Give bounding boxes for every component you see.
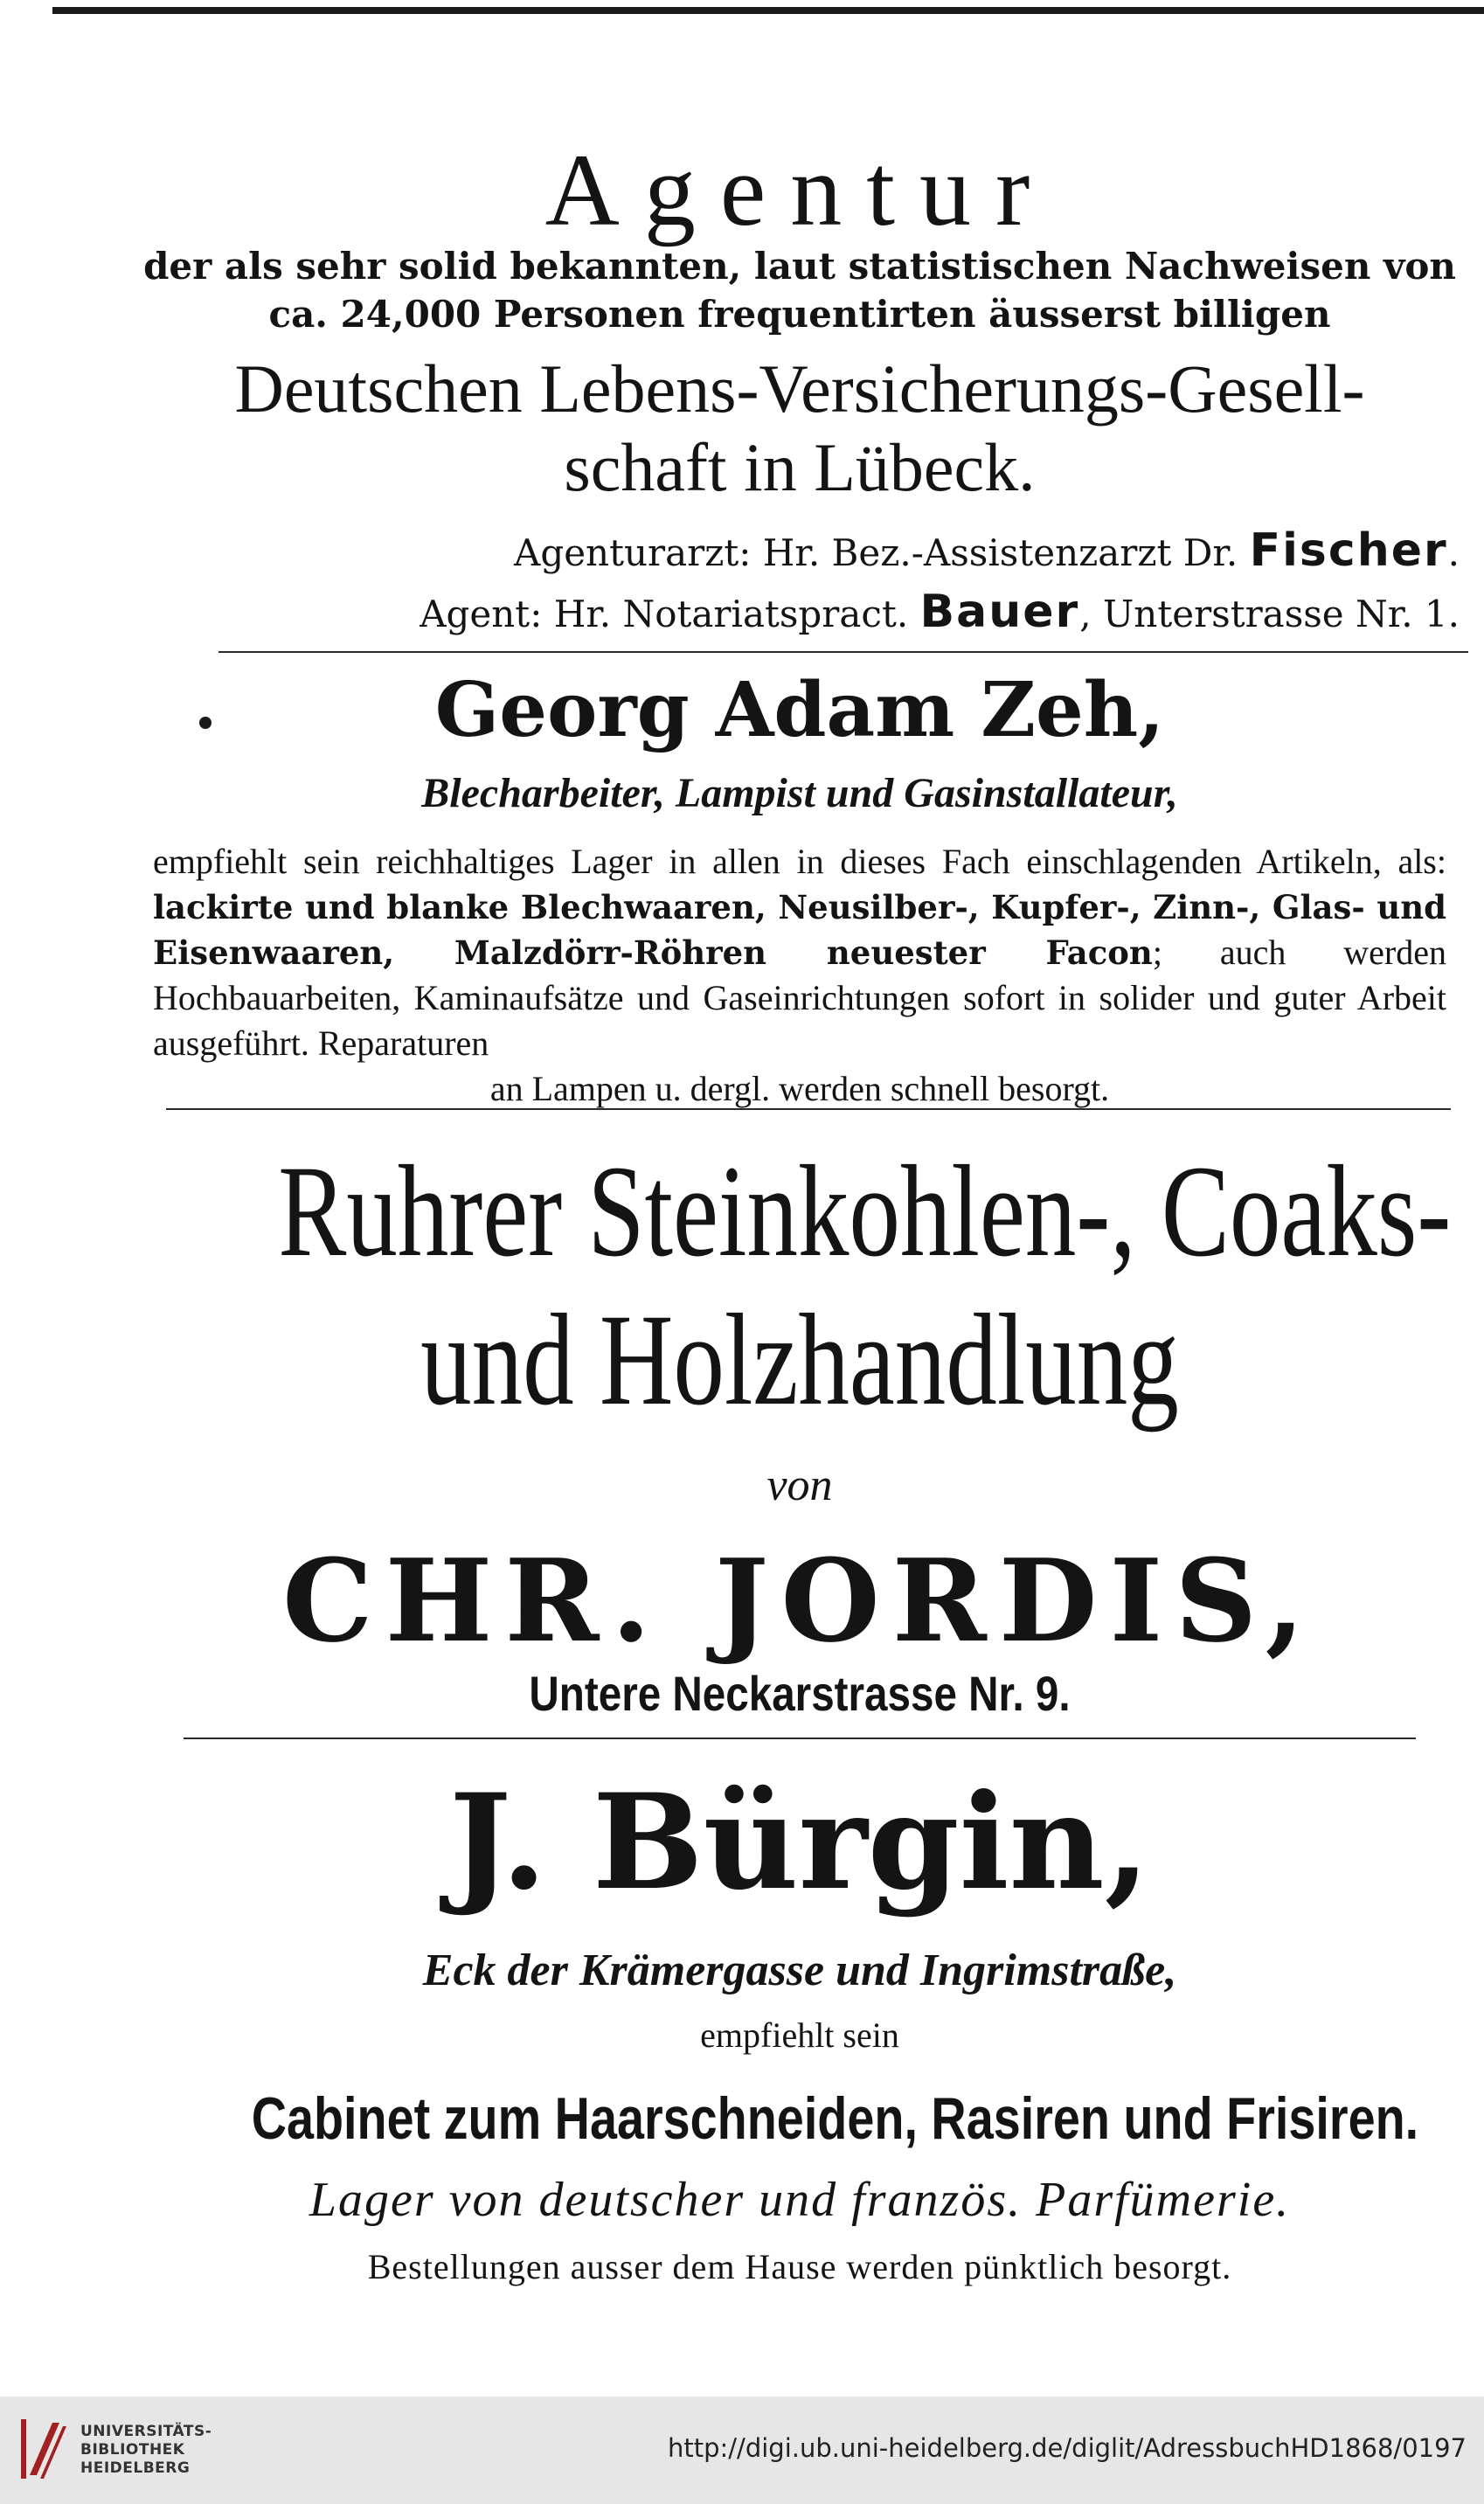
jordis-headline-2: und Holzhandlung	[420, 1287, 1179, 1432]
zeh-bold-goods: lackirte und blanke Blechwaaren, Neusilber-, Kupfer-, Zinn-, Glas- und Eisenwaaren, Malzdörr-Röhren neuester Facon	[153, 888, 1446, 972]
agentur-line-1: der als sehr solid bekannten, laut statistischen Nachweisen von	[143, 245, 1456, 288]
zeh-text-2: ; auch werden Hochbauarbeiten, Kaminaufsätze und Gaseinrichtungen sofort in solider und guter Arbeit ausgeführt. Reparaturen	[153, 933, 1446, 1063]
jordis-name: CHR. JORDIS,	[282, 1534, 1317, 1668]
agenturarzt-suffix: .	[1447, 531, 1460, 574]
company-name-line-2: schaft in Lübeck.	[564, 429, 1036, 505]
divider-1	[218, 651, 1468, 653]
logo-line-1: UNIVERSITÄTS-	[80, 2423, 212, 2440]
library-logo-icon	[17, 2414, 70, 2484]
agenturarzt-name: Fischer	[1249, 524, 1448, 577]
agent-prefix: Agent: Hr. Notariatspract.	[420, 593, 909, 635]
zeh-text-3: an Lampen u. dergl. werden schnell besorgt.	[489, 1069, 1110, 1108]
buergin-empfiehlt: empfiehlt sein	[700, 2015, 899, 2055]
top-border	[52, 7, 1484, 14]
agenturarzt-line	[149, 524, 1460, 577]
zeh-text-1: empfiehlt sein reichhaltiges Lager in allen in dieses Fach einschlagenden Artikeln, als:	[153, 842, 1446, 881]
zeh-body	[153, 839, 1446, 1112]
agenturarzt-prefix: Agenturarzt: Hr. Bez.-Assistenzarzt Dr.	[513, 531, 1238, 574]
footer-bar	[0, 2396, 1484, 2504]
divider-2	[166, 1108, 1451, 1110]
agent-line	[149, 586, 1460, 638]
jordis-von: von	[766, 1460, 833, 1510]
agent-name: Bauer	[919, 586, 1080, 638]
agentur-line-2: ca. 24,000 Personen frequentirten äusserst billigen	[268, 293, 1331, 336]
company-name-line-1: Deutschen Lebens-Versicherungs-Gesell-	[234, 350, 1365, 427]
zeh-subtitle: Blecharbeiter, Lampist und Gasinstallateur,	[421, 770, 1178, 816]
jordis-address: Untere Neckarstrasse Nr. 9.	[529, 1666, 1071, 1721]
buergin-bestellungen: Bestellungen ausser dem Hause werden pünktlich besorgt.	[367, 2247, 1232, 2286]
zeh-title: Georg Adam Zeh,	[434, 666, 1165, 754]
buergin-lager: Lager von deutscher und französ. Parfümerie.	[309, 2173, 1291, 2227]
logo-line-3: HEIDELBERG	[80, 2459, 191, 2477]
agentur-title: Agentur	[544, 133, 1055, 247]
source-url-link[interactable]: http://digi.ub.uni-heidelberg.de/diglit/AdressbuchHD1868/0197	[667, 2433, 1467, 2463]
library-logo-text	[80, 2423, 212, 2478]
buergin-address: Eck der Krämergasse und Ingrimstraße,	[422, 1946, 1177, 1995]
agent-suffix: , Unterstrasse Nr. 1.	[1079, 593, 1460, 635]
buergin-cabinet: Cabinet zum Haarschneiden, Rasiren und Frisiren.	[251, 2085, 1419, 2152]
logo-line-2: BIBLIOTHEK	[80, 2441, 185, 2459]
divider-3	[184, 1738, 1416, 1739]
buergin-name: J. Bürgin,	[449, 1765, 1150, 1919]
jordis-headline-1: Ruhrer Steinkohlen-, Coaks-	[278, 1139, 1452, 1284]
